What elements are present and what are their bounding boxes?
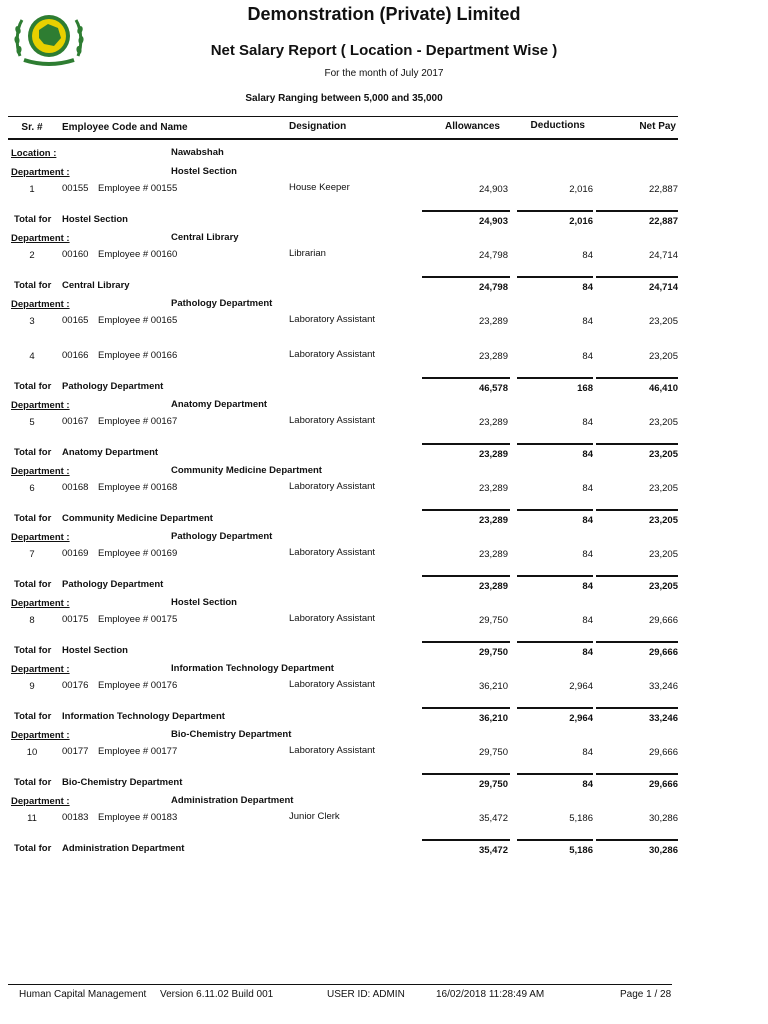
total-label: Total for	[14, 447, 52, 458]
footer-app: Human Capital Management	[19, 989, 147, 1000]
row-deductions: 84	[582, 316, 593, 327]
col-deductions-header: Deductions	[530, 120, 585, 131]
row-allowances: 29,750	[478, 747, 508, 758]
total-deductions: 84	[582, 449, 593, 460]
total-rule-deductions	[517, 276, 593, 278]
total-net-pay: 30,286	[648, 845, 678, 856]
row-employee-code: 00166	[62, 350, 89, 361]
row-employee-code: 00183	[62, 812, 89, 823]
footer-datetime: 16/02/2018 11:28:49 AM	[436, 989, 545, 1000]
row-allowances: 23,289	[478, 351, 508, 362]
row-allowances: 29,750	[478, 615, 508, 626]
row-allowances: 23,289	[478, 316, 508, 327]
total-department-name: Anatomy Department	[62, 447, 159, 458]
total-net-pay: 23,205	[648, 581, 678, 592]
header-bottom-rule	[8, 138, 678, 140]
department-label: Department :	[11, 299, 70, 310]
total-allowances: 23,289	[478, 449, 508, 460]
total-department-name: Hostel Section	[62, 645, 128, 656]
row-employee-name: Employee # 00166	[98, 350, 178, 361]
department-label: Department :	[11, 730, 70, 741]
location-value: Nawabshah	[171, 147, 224, 158]
total-rule-net-pay	[596, 575, 678, 577]
total-label: Total for	[14, 214, 52, 225]
department-name: Bio-Chemistry Department	[171, 729, 292, 740]
total-label: Total for	[14, 579, 52, 590]
total-rule-deductions	[517, 509, 593, 511]
total-rule-deductions	[517, 839, 593, 841]
total-rule-net-pay	[596, 707, 678, 709]
total-net-pay: 33,246	[648, 713, 678, 724]
department-name: Administration Department	[171, 795, 294, 806]
row-allowances: 36,210	[478, 681, 508, 692]
row-net-pay: 29,666	[648, 747, 678, 758]
row-allowances: 24,798	[478, 250, 508, 261]
row-net-pay: 23,205	[648, 483, 678, 494]
department-name: Community Medicine Department	[171, 465, 322, 476]
row-deductions: 5,186	[569, 813, 593, 824]
total-rule-deductions	[517, 443, 593, 445]
total-rule-net-pay	[596, 276, 678, 278]
department-name: Central Library	[171, 232, 239, 243]
department-label: Department :	[11, 796, 70, 807]
row-net-pay: 23,205	[648, 549, 678, 560]
location-label: Location :	[11, 148, 57, 159]
total-allowances: 24,798	[478, 282, 508, 293]
total-label: Total for	[14, 645, 52, 656]
total-allowances: 36,210	[478, 713, 508, 724]
total-label: Total for	[14, 711, 52, 722]
total-net-pay: 23,205	[648, 515, 678, 526]
total-deductions: 168	[577, 383, 593, 394]
total-allowances: 24,903	[478, 216, 508, 227]
total-allowances: 29,750	[478, 647, 508, 658]
row-employee-name: Employee # 00155	[98, 183, 178, 194]
total-allowances: 23,289	[478, 515, 508, 526]
row-designation: Laboratory Assistant	[289, 745, 376, 756]
total-department-name: Community Medicine Department	[62, 513, 213, 524]
total-rule-net-pay	[596, 443, 678, 445]
row-net-pay: 24,714	[648, 250, 678, 261]
row-sr: 3	[29, 316, 35, 327]
total-label: Total for	[14, 777, 52, 788]
total-net-pay: 23,205	[648, 449, 678, 460]
row-sr: 2	[29, 250, 35, 261]
total-rule-deductions	[517, 773, 593, 775]
total-allowances: 29,750	[478, 779, 508, 790]
department-label: Department :	[11, 598, 70, 609]
footer-user: USER ID: ADMIN	[327, 989, 405, 1000]
total-rule-allowances	[422, 773, 510, 775]
row-deductions: 2,964	[569, 681, 593, 692]
total-rule-deductions	[517, 377, 593, 379]
total-rule-net-pay	[596, 839, 678, 841]
row-designation: Laboratory Assistant	[289, 349, 376, 360]
total-rule-net-pay	[596, 377, 678, 379]
total-deductions: 84	[582, 647, 593, 658]
row-sr: 5	[29, 417, 35, 428]
total-allowances: 35,472	[478, 845, 508, 856]
row-net-pay: 23,205	[648, 316, 678, 327]
total-rule-deductions	[517, 575, 593, 577]
department-label: Department :	[11, 532, 70, 543]
row-allowances: 35,472	[478, 813, 508, 824]
row-net-pay: 23,205	[648, 351, 678, 362]
total-rule-allowances	[422, 641, 510, 643]
total-rule-net-pay	[596, 509, 678, 511]
total-net-pay: 22,887	[648, 216, 678, 227]
total-net-pay: 29,666	[648, 779, 678, 790]
row-designation: Laboratory Assistant	[289, 547, 376, 558]
department-name: Information Technology Department	[171, 663, 334, 674]
row-designation: Librarian	[289, 248, 326, 259]
total-rule-allowances	[422, 377, 510, 379]
total-rule-allowances	[422, 276, 510, 278]
row-net-pay: 30,286	[648, 813, 678, 824]
row-employee-name: Employee # 00167	[98, 416, 178, 427]
row-employee-code: 00169	[62, 548, 89, 559]
total-label: Total for	[14, 843, 52, 854]
total-allowances: 46,578	[478, 383, 508, 394]
header-top-rule	[8, 116, 678, 117]
department-name: Anatomy Department	[171, 399, 268, 410]
row-sr: 1	[29, 184, 35, 195]
row-employee-code: 00175	[62, 614, 89, 625]
total-department-name: Pathology Department	[62, 579, 164, 590]
row-employee-code: 00176	[62, 680, 89, 691]
total-net-pay: 24,714	[648, 282, 678, 293]
total-department-name: Administration Department	[62, 843, 185, 854]
row-deductions: 84	[582, 747, 593, 758]
total-department-name: Information Technology Department	[62, 711, 225, 722]
row-designation: Laboratory Assistant	[289, 415, 376, 426]
total-label: Total for	[14, 381, 52, 392]
row-sr: 4	[29, 351, 35, 362]
row-employee-name: Employee # 00176	[98, 680, 178, 691]
row-employee-name: Employee # 00168	[98, 482, 178, 493]
total-label: Total for	[14, 280, 52, 291]
total-rule-net-pay	[596, 210, 678, 212]
total-deductions: 84	[582, 515, 593, 526]
total-department-name: Hostel Section	[62, 214, 128, 225]
row-net-pay: 33,246	[648, 681, 678, 692]
row-sr: 10	[26, 747, 38, 758]
row-designation: House Keeper	[289, 182, 350, 193]
footer-page: Page 1 / 28	[620, 989, 672, 1000]
salary-range: Salary Ranging between 5,000 and 35,000	[245, 93, 443, 104]
total-allowances: 23,289	[478, 581, 508, 592]
total-net-pay: 46,410	[648, 383, 678, 394]
col-employee-header: Employee Code and Name	[62, 122, 188, 133]
row-sr: 11	[27, 813, 37, 824]
row-sr: 9	[29, 681, 35, 692]
row-deductions: 84	[582, 351, 593, 362]
row-employee-name: Employee # 00177	[98, 746, 178, 757]
row-sr: 8	[29, 615, 35, 626]
row-employee-code: 00167	[62, 416, 89, 427]
row-designation: Laboratory Assistant	[289, 314, 376, 325]
col-designation-header: Designation	[289, 121, 347, 132]
total-deductions: 2,964	[569, 713, 593, 724]
row-deductions: 84	[582, 549, 593, 560]
row-deductions: 2,016	[569, 184, 593, 195]
row-deductions: 84	[582, 250, 593, 261]
row-employee-code: 00155	[62, 183, 89, 194]
total-rule-allowances	[422, 509, 510, 511]
row-deductions: 84	[582, 615, 593, 626]
col-allowances-header: Allowances	[444, 121, 500, 132]
total-deductions: 2,016	[569, 216, 593, 227]
row-employee-name: Employee # 00160	[98, 249, 178, 260]
row-deductions: 84	[582, 483, 593, 494]
row-designation: Laboratory Assistant	[289, 679, 376, 690]
footer-rule	[8, 984, 672, 985]
row-designation: Junior Clerk	[289, 811, 340, 822]
total-rule-net-pay	[596, 641, 678, 643]
department-label: Department :	[11, 466, 70, 477]
department-label: Department :	[11, 167, 70, 178]
total-rule-allowances	[422, 707, 510, 709]
department-name: Hostel Section	[171, 597, 237, 608]
department-name: Hostel Section	[171, 166, 237, 177]
department-name: Pathology Department	[171, 298, 273, 309]
total-department-name: Pathology Department	[62, 381, 164, 392]
report-title: Net Salary Report ( Location - Department Wise )	[210, 42, 558, 59]
total-net-pay: 29,666	[648, 647, 678, 658]
department-label: Department :	[11, 664, 70, 675]
row-deductions: 84	[582, 417, 593, 428]
total-deductions: 5,186	[569, 845, 593, 856]
report-month: For the month of July 2017	[324, 68, 444, 79]
total-rule-deductions	[517, 707, 593, 709]
total-deductions: 84	[582, 779, 593, 790]
col-sr-header: Sr. #	[21, 122, 43, 133]
total-department-name: Central Library	[62, 280, 130, 291]
row-net-pay: 29,666	[648, 615, 678, 626]
row-employee-name: Employee # 00165	[98, 315, 178, 326]
total-department-name: Bio-Chemistry Department	[62, 777, 183, 788]
row-employee-code: 00177	[62, 746, 89, 757]
footer-version: Version 6.11.02 Build 001	[160, 989, 274, 1000]
total-rule-allowances	[422, 839, 510, 841]
row-net-pay: 22,887	[648, 184, 678, 195]
total-rule-allowances	[422, 575, 510, 577]
row-allowances: 23,289	[478, 417, 508, 428]
total-rule-deductions	[517, 210, 593, 212]
row-allowances: 24,903	[478, 184, 508, 195]
department-label: Department :	[11, 233, 70, 244]
department-label: Department :	[11, 400, 70, 411]
row-allowances: 23,289	[478, 483, 508, 494]
total-deductions: 84	[582, 581, 593, 592]
total-rule-allowances	[422, 210, 510, 212]
row-employee-name: Employee # 00175	[98, 614, 178, 625]
total-rule-deductions	[517, 641, 593, 643]
row-employee-name: Employee # 00169	[98, 548, 178, 559]
row-net-pay: 23,205	[648, 417, 678, 428]
total-rule-allowances	[422, 443, 510, 445]
row-employee-code: 00168	[62, 482, 89, 493]
total-label: Total for	[14, 513, 52, 524]
row-sr: 7	[29, 549, 35, 560]
row-designation: Laboratory Assistant	[289, 613, 376, 624]
row-employee-code: 00160	[62, 249, 89, 260]
company-name: Demonstration (Private) Limited	[247, 4, 521, 24]
col-netpay-header: Net Pay	[639, 121, 676, 132]
row-allowances: 23,289	[478, 549, 508, 560]
row-employee-code: 00165	[62, 315, 89, 326]
row-sr: 6	[29, 483, 35, 494]
department-name: Pathology Department	[171, 531, 273, 542]
row-employee-name: Employee # 00183	[98, 812, 178, 823]
total-deductions: 84	[582, 282, 593, 293]
total-rule-net-pay	[596, 773, 678, 775]
row-designation: Laboratory Assistant	[289, 481, 376, 492]
